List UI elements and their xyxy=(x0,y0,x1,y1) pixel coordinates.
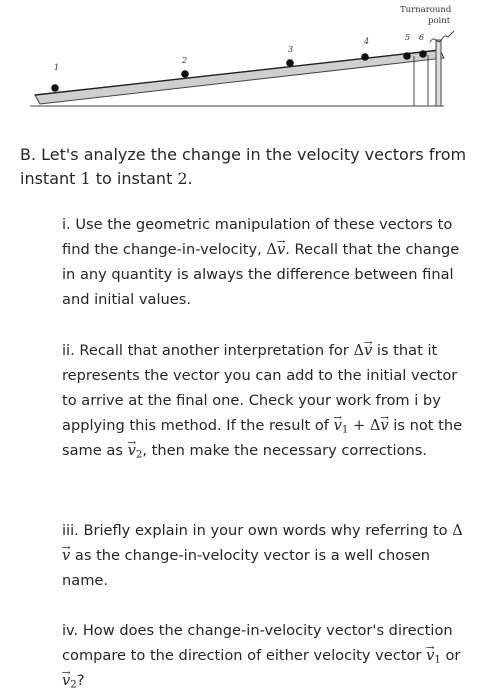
question-ii: ii. Recall that another interpretation for Δ→ v is that it represents the vector you can add to the initial vector to arrive at the final one. Check your work from i by applying this method. If the result of → $v_1 + \Delta\to v$ is not the same as → $v_2$, then make the necessary corrections. xyxy=(62,338,466,463)
position-label: 4 xyxy=(364,37,370,46)
turnaround-label: Turnaround xyxy=(400,5,452,15)
ball-position-4 xyxy=(361,53,369,61)
question-iv: iv. How does the change-in-velocity vector's direction compare to the direction of either velocity vector → $v_1$ or → $v_2$? xyxy=(62,618,466,693)
turnaround-arrow xyxy=(430,31,454,42)
turnaround-label-point: point xyxy=(428,16,451,26)
position-label: 5 xyxy=(405,33,411,42)
question-i: i. Use the geometric manipulation of these vectors to find the change-in-velocity, Δ→ v. Recall that the change in any quantity is always the difference between final and initial values. xyxy=(62,212,466,312)
position-label: 6 xyxy=(419,33,425,42)
ball-position-1 xyxy=(51,84,59,92)
position-label: 2 xyxy=(182,56,188,65)
section-b-intro xyxy=(20,143,470,191)
end-stop xyxy=(436,40,441,106)
ball-position-3 xyxy=(286,59,294,67)
ramp-figure xyxy=(0,0,481,122)
position-label: 1 xyxy=(54,63,60,72)
intro-text: B. Let's analyze the change in the velocity vectors from instant 1 to instant 2. xyxy=(20,145,467,188)
inclined-track xyxy=(35,50,444,104)
question-panel xyxy=(0,122,481,700)
ball-position-6 xyxy=(419,50,427,58)
question-iii: iii. Briefly explain in your own words why referring to Δ→ v as the change-in-velocity vector is a well chosen name. xyxy=(62,518,466,593)
position-label: 3 xyxy=(288,45,294,54)
ramp-diagram xyxy=(0,0,481,122)
ball-position-5 xyxy=(403,52,411,60)
ball-position-2 xyxy=(181,70,189,78)
